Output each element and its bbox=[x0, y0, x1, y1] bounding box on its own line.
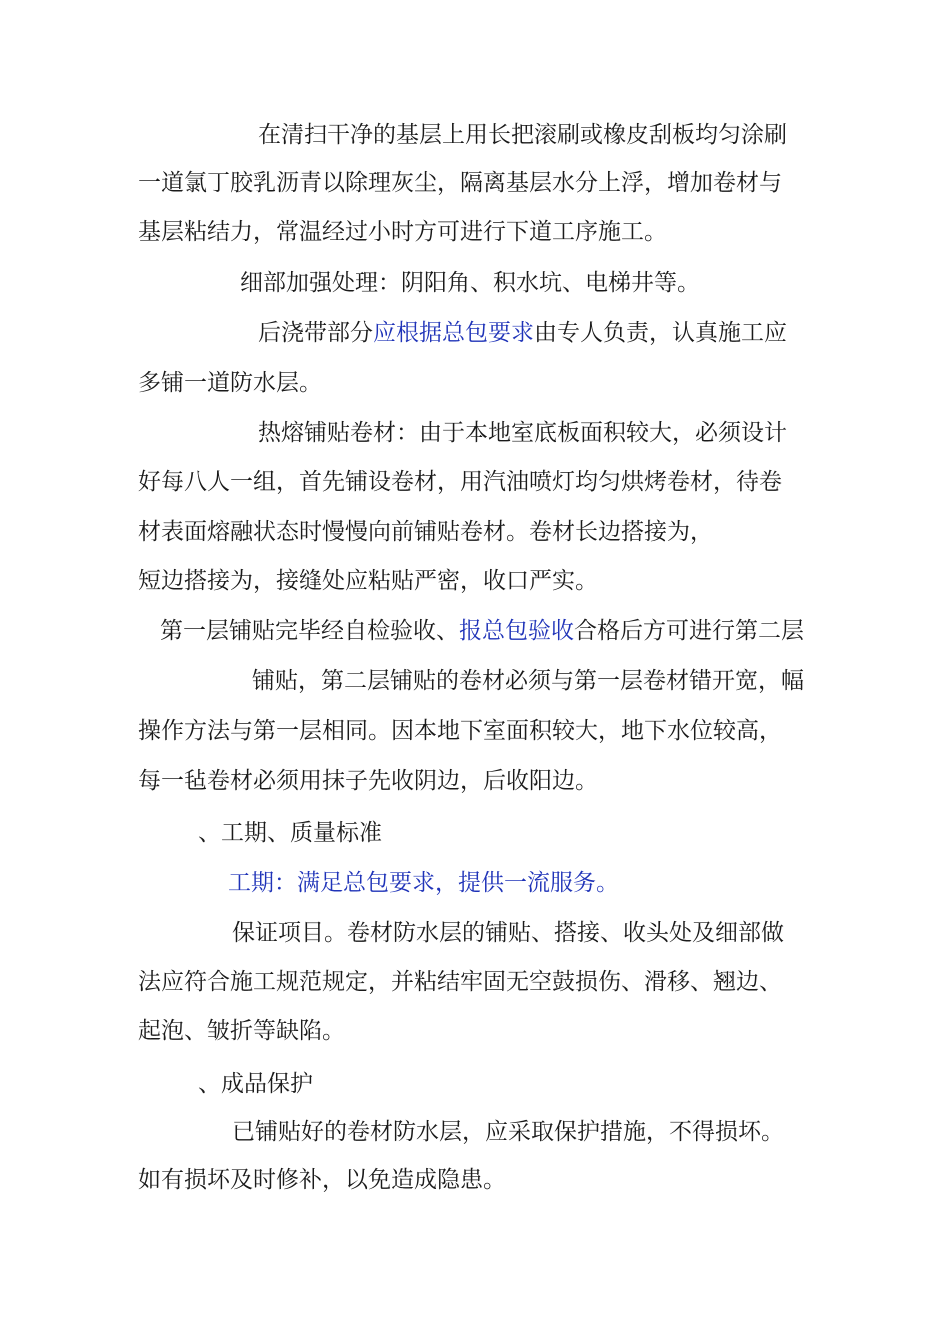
text-run: 每一毡卷材必须用抹子先收阴边，后收阳边。 bbox=[138, 768, 598, 794]
text-run: 多铺一道防水层。 bbox=[138, 370, 322, 396]
text-run: 好每八人一组，首先铺设卷材，用汽油喷灯均匀烘烤卷材，待卷 bbox=[138, 469, 782, 495]
line-4 bbox=[240, 268, 700, 298]
text-run: 材表面熔融状态时慢慢向前铺贴卷材。卷材长边搭接为， bbox=[138, 519, 713, 545]
text-run: 短边搭接为，接缝处应粘贴严密，收口严实。 bbox=[138, 568, 598, 594]
text-run: 由专人负责，认真施工应 bbox=[534, 320, 787, 346]
highlighted-text: 工期：满足总包要求，提供一流服务。 bbox=[228, 870, 619, 896]
text-run: 基层粘结力，常温经过小时方可进行下道工序施工。 bbox=[138, 219, 667, 245]
line-21 bbox=[232, 1117, 784, 1147]
line-14 bbox=[138, 766, 598, 796]
line-11 bbox=[160, 616, 804, 646]
line-8 bbox=[138, 467, 782, 497]
text-run: 操作方法与第一层相同。因本地下室面积较大，地下水位较高， bbox=[138, 718, 782, 744]
line-19 bbox=[138, 1016, 345, 1046]
text-run: 、工期、质量标准 bbox=[198, 820, 382, 846]
line-schedule bbox=[228, 868, 619, 898]
line-9 bbox=[138, 517, 713, 547]
text-run: 保证项目。卷材防水层的铺贴、搭接、收头处及细部做 bbox=[232, 920, 784, 946]
highlighted-text: 应根据总包要求 bbox=[373, 320, 534, 346]
line-3 bbox=[138, 217, 667, 247]
section-heading-schedule-quality bbox=[198, 818, 382, 848]
text-run: 细部加强处理：阴阳角、积水坑、电梯井等。 bbox=[240, 270, 700, 296]
text-run: 如有损坏及时修补，以免造成隐患。 bbox=[138, 1167, 506, 1193]
line-1 bbox=[258, 120, 787, 150]
text-run: 已铺贴好的卷材防水层，应采取保护措施，不得损坏。 bbox=[232, 1119, 784, 1145]
line-2 bbox=[138, 168, 782, 198]
section-heading-product-protection bbox=[198, 1069, 313, 1099]
text-run: 法应符合施工规范规定，并粘结牢固无空鼓损伤、滑移、翘边、 bbox=[138, 969, 782, 995]
line-6 bbox=[138, 368, 322, 398]
line-5 bbox=[258, 318, 787, 348]
line-12 bbox=[252, 666, 804, 696]
line-10 bbox=[138, 566, 598, 596]
line-13 bbox=[138, 716, 782, 746]
text-run: 、成品保护 bbox=[198, 1071, 313, 1097]
line-17 bbox=[232, 918, 784, 948]
line-7 bbox=[258, 418, 787, 448]
text-run: 起泡、皱折等缺陷。 bbox=[138, 1018, 345, 1044]
highlighted-text: 报总包验收 bbox=[459, 618, 574, 644]
text-run: 第一层铺贴完毕经自检验收、 bbox=[160, 618, 459, 644]
text-run: 一道氯丁胶乳沥青以除理灰尘，隔离基层水分上浮，增加卷材与 bbox=[138, 170, 782, 196]
text-run: 后浇带部分 bbox=[258, 320, 373, 346]
text-run: 热熔铺贴卷材：由于本地室底板面积较大，必须设计 bbox=[258, 420, 787, 446]
line-18 bbox=[138, 967, 782, 997]
text-run: 合格后方可进行第二层 bbox=[574, 618, 804, 644]
text-run: 在清扫干净的基层上用长把滚刷或橡皮刮板均匀涂刷 bbox=[258, 122, 787, 148]
line-22 bbox=[138, 1165, 506, 1195]
text-run: 铺贴，第二层铺贴的卷材必须与第一层卷材错开宽，幅 bbox=[252, 668, 804, 694]
